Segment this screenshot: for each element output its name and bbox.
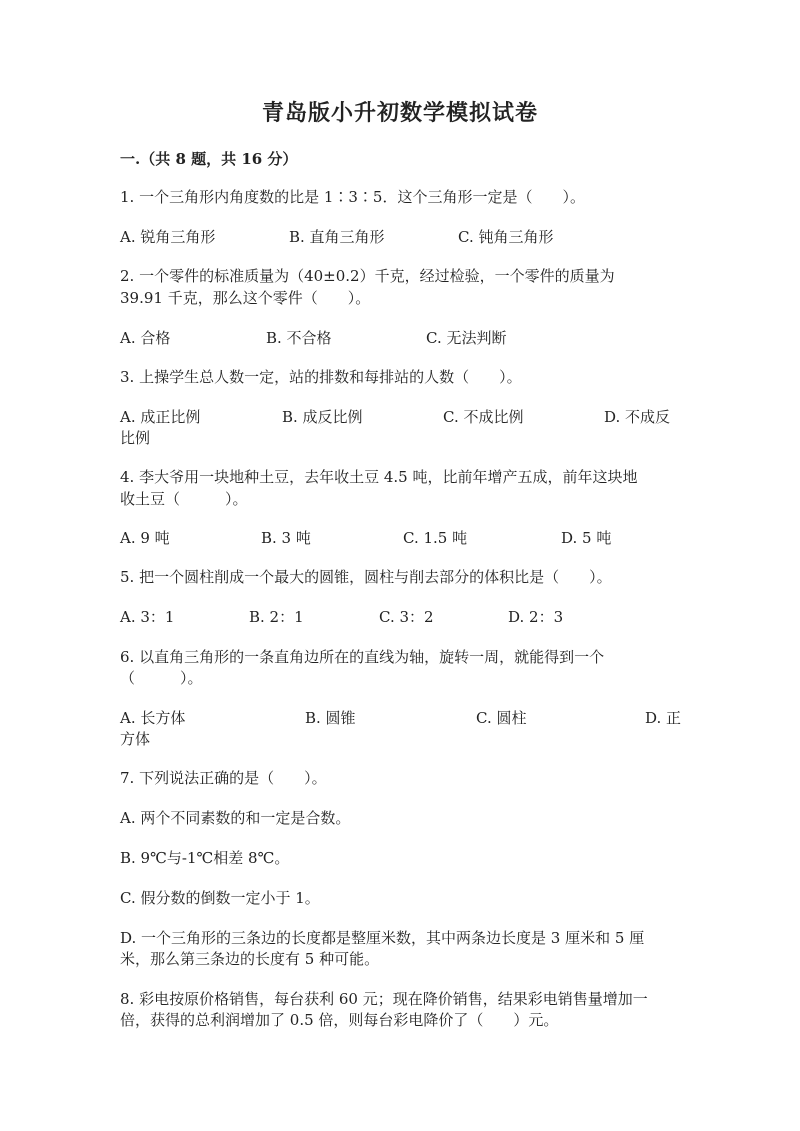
question-4-option-a: A. 9 吨 [120, 529, 170, 547]
question-3-text: 3. 上操学生总人数一定，站的排数和每排站的人数（ ）。 [120, 368, 522, 386]
question-7-option-b: B. 9℃与-1℃相差 8℃。 [120, 849, 290, 867]
section-heading: 一.（共 8 题，共 16 分） [120, 150, 298, 168]
question-7-text: 7. 下列说法正确的是（ ）。 [120, 769, 327, 787]
question-5-option-c: C. 3：2 [379, 608, 434, 626]
question-6-text-line2: （ ）。 [120, 669, 203, 687]
question-3-option-b: B. 成反比例 [282, 408, 363, 426]
question-6-option-b: B. 圆锥 [305, 709, 356, 727]
question-2-text-line2: 39.91 千克，那么这个零件（ ）。 [120, 289, 371, 307]
question-5-option-a: A. 3：1 [120, 608, 175, 626]
question-4-option-b: B. 3 吨 [261, 529, 311, 547]
question-6-option-a: A. 长方体 [120, 709, 186, 727]
question-3-option-d-wrap: 比例 [120, 429, 151, 447]
question-7-option-d-wrap: 米，那么第三条边的长度有 5 种可能。 [120, 950, 380, 968]
exam-title: 青岛版小升初数学模拟试卷 [261, 100, 538, 126]
question-2-option-c: C. 无法判断 [426, 329, 507, 347]
question-4-text-line2: 收土豆（ ）。 [120, 490, 248, 508]
question-1-text: 1. 一个三角形内角度数的比是 1∶3∶5．这个三角形一定是（ ）。 [120, 188, 585, 206]
question-8-text-line2: 倍，获得的总利润增加了 0.5 倍，则每台彩电降价了（ ）元。 [120, 1011, 559, 1029]
question-5-text: 5. 把一个圆柱削成一个最大的圆锥，圆柱与削去部分的体积比是（ ）。 [120, 568, 612, 586]
question-7-option-d: D. 一个三角形的三条边的长度都是整厘米数，其中两条边长度是 3 厘米和 5 厘 [120, 929, 645, 947]
question-6-option-c: C. 圆柱 [476, 709, 527, 727]
question-5-option-d: D. 2：3 [508, 608, 564, 626]
question-1-option-a: A. 锐角三角形 [120, 228, 216, 246]
question-2-text-line1: 2. 一个零件的标准质量为（40±0.2）千克，经过检验，一个零件的质量为 [120, 267, 615, 285]
question-6-option-d-wrap: 方体 [120, 730, 151, 748]
question-2-option-b: B. 不合格 [266, 329, 332, 347]
question-7-option-a: A. 两个不同素数的和一定是合数。 [120, 809, 351, 827]
question-3-option-d: D. 不成反 [604, 408, 671, 426]
question-3-option-c: C. 不成比例 [443, 408, 524, 426]
question-2-option-a: A. 合格 [120, 329, 171, 347]
question-4-option-d: D. 5 吨 [561, 529, 612, 547]
question-7-option-c: C. 假分数的倒数一定小于 1。 [120, 889, 320, 907]
question-1-option-b: B. 直角三角形 [289, 228, 385, 246]
question-6-option-d: D. 正 [645, 709, 682, 727]
question-5-option-b: B. 2：1 [249, 608, 304, 626]
question-3-option-a: A. 成正比例 [120, 408, 201, 426]
question-1-option-c: C. 钝角三角形 [458, 228, 554, 246]
question-6-text-line1: 6. 以直角三角形的一条直角边所在的直线为轴，旋转一周，就能得到一个 [120, 648, 605, 666]
question-4-option-c: C. 1.5 吨 [403, 529, 468, 547]
question-4-text-line1: 4. 李大爷用一块地种土豆，去年收土豆 4.5 吨，比前年增产五成，前年这块地 [120, 468, 638, 486]
question-8-text-line1: 8. 彩电按原价格销售，每台获利 60 元；现在降价销售，结果彩电销售量增加一 [120, 990, 648, 1008]
